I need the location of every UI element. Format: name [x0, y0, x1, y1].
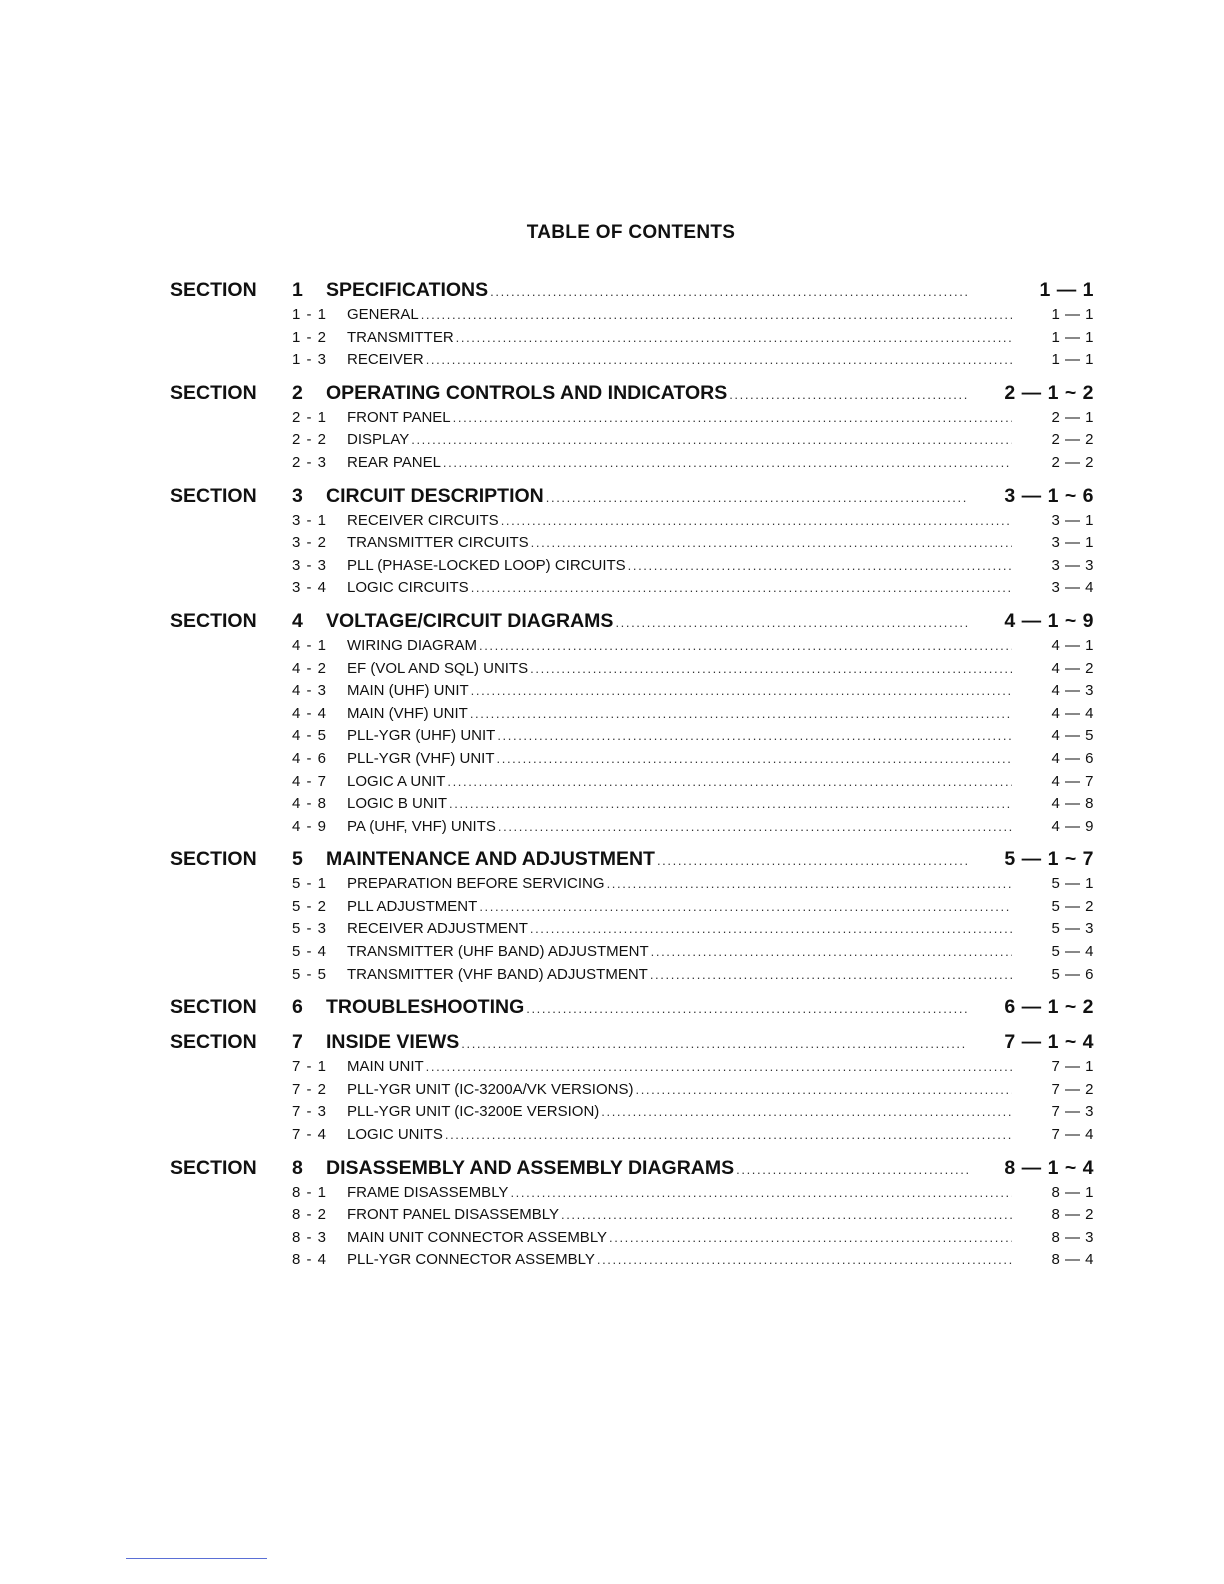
subsection-title: TRANSMITTER (VHF BAND) ADJUSTMENT [347, 965, 648, 983]
dot-leader [471, 577, 1012, 600]
subsection-title: PLL-YGR UNIT (IC-3200A/VK VERSIONS) [347, 1080, 634, 1098]
dot-leader [601, 1101, 1012, 1124]
subsection-number: 5 - 4 [292, 943, 328, 961]
subsection-number: 5 - 3 [292, 920, 328, 938]
dot-leader [443, 452, 1012, 475]
subsection-number: 1 - 1 [292, 306, 328, 323]
section-number: 2 [292, 381, 303, 404]
subsection-row[interactable] [292, 349, 1094, 372]
section-label: SECTION [170, 1031, 257, 1054]
dot-leader [471, 680, 1012, 703]
subsection-number: 8 - 4 [292, 1251, 328, 1269]
dot-leader [510, 1182, 1012, 1205]
dot-leader [461, 1030, 968, 1057]
section-number: 7 [292, 1031, 303, 1054]
section-label: SECTION [170, 279, 257, 301]
subsection-title: TRANSMITTER [347, 328, 454, 346]
subsection-page: 4 — 5 [1051, 727, 1094, 745]
subsection-title: PA (UHF, VHF) UNITS [347, 817, 496, 835]
section-number: 1 [292, 279, 303, 301]
footer-rule [126, 1558, 267, 1559]
dot-leader [526, 995, 968, 1022]
subsection-row[interactable] [292, 1204, 1094, 1227]
subsection-page: 7 — 4 [1051, 1126, 1094, 1144]
dot-leader [479, 635, 1012, 658]
section-title: CIRCUIT DESCRIPTION [326, 484, 544, 507]
section-label: SECTION [170, 996, 257, 1019]
subsection-page: 2 — 2 [1051, 431, 1094, 449]
subsection-row[interactable] [292, 510, 1094, 533]
subsection-number: 4 - 8 [292, 795, 328, 813]
subsection-page: 4 — 2 [1051, 659, 1094, 677]
subsection-page: 3 — 1 [1051, 534, 1094, 552]
subsection-page: 4 — 8 [1051, 795, 1094, 813]
subsection-row[interactable] [292, 816, 1094, 839]
subsection-row[interactable] [292, 304, 1094, 327]
subsection-page: 1 — 1 [1051, 328, 1094, 346]
subsection-title: PLL (PHASE-LOCKED LOOP) CIRCUITS [347, 556, 626, 574]
subsection-number: 2 - 2 [292, 431, 328, 449]
section-heading-row[interactable] [170, 277, 1094, 304]
subsection-row[interactable] [292, 407, 1094, 430]
section-label: SECTION [170, 381, 257, 404]
dot-leader [736, 1156, 968, 1183]
section-heading-row[interactable] [170, 1029, 1094, 1056]
section-number: 8 [292, 1156, 303, 1179]
subsection-page: 8 — 4 [1051, 1251, 1094, 1269]
subsection-row[interactable] [292, 703, 1094, 726]
dot-leader [447, 771, 1012, 794]
dot-leader [426, 1056, 1012, 1079]
subsection-title: MAIN UNIT [347, 1058, 424, 1076]
subsection-number: 4 - 5 [292, 727, 328, 745]
subsection-title: PLL ADJUSTMENT [347, 897, 478, 915]
subsection-page: 3 — 3 [1051, 556, 1094, 574]
section-page-range: 8 — 1 ~ 4 [1004, 1156, 1094, 1179]
dot-leader [530, 918, 1012, 941]
section-label: SECTION [170, 1156, 257, 1179]
subsection-title: PLL-YGR CONNECTOR ASSEMBLY [347, 1251, 595, 1269]
subsection-page: 8 — 3 [1051, 1228, 1094, 1246]
section-title: MAINTENANCE AND ADJUSTMENT [326, 848, 655, 871]
subsection-title: LOGIC A UNIT [347, 772, 446, 790]
section-number: 6 [292, 996, 303, 1019]
subsection-page: 5 — 1 [1051, 875, 1094, 893]
section-page-range: 5 — 1 ~ 7 [1004, 848, 1094, 871]
subsection-number: 4 - 7 [292, 772, 328, 790]
section-page-range: 7 — 1 ~ 4 [1004, 1031, 1094, 1054]
page-title: TABLE OF CONTENTS [526, 222, 736, 243]
subsection-title: PREPARATION BEFORE SERVICING [347, 875, 605, 893]
subsection-row[interactable] [292, 1056, 1094, 1079]
dot-leader [490, 278, 968, 305]
subsection-number: 8 - 3 [292, 1228, 328, 1246]
section-title: VOLTAGE/CIRCUIT DIAGRAMS [326, 609, 614, 632]
subsection-row[interactable] [292, 873, 1094, 896]
subsection-page: 4 — 7 [1051, 772, 1094, 790]
dot-leader [651, 941, 1012, 964]
section-block-5 [170, 846, 1094, 986]
subsection-title: FRAME DISASSEMBLY [347, 1183, 509, 1201]
dot-leader [531, 532, 1012, 555]
dot-leader [546, 484, 968, 511]
subsection-row[interactable] [292, 896, 1094, 919]
subsection-number: 7 - 2 [292, 1080, 328, 1098]
subsection-page: 4 — 1 [1051, 636, 1094, 654]
section-heading-row[interactable] [170, 380, 1094, 407]
dot-leader [729, 381, 968, 408]
subsection-page: 3 — 1 [1051, 511, 1094, 529]
subsection-title: GENERAL [347, 306, 419, 323]
dot-leader [501, 510, 1012, 533]
section-heading-row[interactable] [170, 994, 1094, 1021]
subsection-number: 4 - 1 [292, 636, 328, 654]
dot-leader [597, 1249, 1012, 1272]
subsection-number: 5 - 5 [292, 965, 328, 983]
dot-leader [530, 658, 1012, 681]
section-title: TROUBLESHOOTING [326, 996, 525, 1019]
section-heading-row[interactable] [170, 608, 1094, 635]
subsection-title: MAIN (VHF) UNIT [347, 704, 468, 722]
subsection-number: 4 - 4 [292, 704, 328, 722]
subsection-number: 2 - 3 [292, 453, 328, 471]
subsection-row[interactable] [292, 429, 1094, 452]
subsection-number: 7 - 1 [292, 1058, 328, 1076]
subsection-number: 3 - 2 [292, 534, 328, 552]
subsection-number: 4 - 2 [292, 659, 328, 677]
subsection-title: LOGIC UNITS [347, 1126, 443, 1144]
subsection-number: 8 - 1 [292, 1183, 328, 1201]
section-title: DISASSEMBLY AND ASSEMBLY DIAGRAMS [326, 1156, 735, 1179]
subsection-page: 5 — 6 [1051, 965, 1094, 983]
subsection-title: LOGIC CIRCUITS [347, 579, 469, 597]
subsection-page: 1 — 1 [1051, 351, 1094, 369]
subsection-row[interactable] [292, 771, 1094, 794]
section-label: SECTION [170, 609, 257, 632]
subsection-row[interactable] [292, 532, 1094, 555]
subsection-row[interactable] [292, 964, 1094, 987]
subsection-page: 5 — 4 [1051, 943, 1094, 961]
section-heading-row[interactable] [170, 483, 1094, 510]
subsection-page: 4 — 6 [1051, 749, 1094, 767]
subsection-title: PLL-YGR UNIT (IC-3200E VERSION) [347, 1103, 600, 1121]
dot-leader [635, 1079, 1012, 1102]
subsection-title: RECEIVER CIRCUITS [347, 511, 499, 529]
subsection-number: 2 - 1 [292, 408, 328, 426]
subsection-page: 2 — 2 [1051, 453, 1094, 471]
subsection-number: 3 - 3 [292, 556, 328, 574]
subsection-page: 7 — 3 [1051, 1103, 1094, 1121]
subsection-page: 2 — 1 [1051, 408, 1094, 426]
subsection-page: 7 — 2 [1051, 1080, 1094, 1098]
dot-leader [497, 748, 1012, 771]
subsection-row[interactable] [292, 1079, 1094, 1102]
section-title: INSIDE VIEWS [326, 1031, 460, 1054]
dot-leader [479, 896, 1012, 919]
section-number: 3 [292, 484, 303, 507]
dot-leader [561, 1204, 1012, 1227]
subsection-number: 4 - 9 [292, 817, 328, 835]
subsection-row[interactable] [292, 1124, 1094, 1147]
section-page-range: 1 — 1 [1039, 279, 1094, 301]
subsection-title: RECEIVER [347, 351, 424, 369]
section-title: SPECIFICATIONS [326, 279, 489, 301]
section-block-1 [170, 277, 1094, 372]
subsection-row[interactable] [292, 658, 1094, 681]
subsection-title: TRANSMITTER (UHF BAND) ADJUSTMENT [347, 943, 649, 961]
dot-leader [650, 964, 1012, 987]
dot-leader [456, 327, 1012, 350]
dot-leader [411, 429, 1012, 452]
subsection-title: LOGIC B UNIT [347, 795, 448, 813]
subsection-title: PLL-YGR (UHF) UNIT [347, 727, 496, 745]
subsection-number: 3 - 1 [292, 511, 328, 529]
subsection-number: 1 - 3 [292, 351, 328, 369]
subsection-title: PLL-YGR (VHF) UNIT [347, 749, 495, 767]
section-block-2 [170, 380, 1094, 475]
subsection-row[interactable] [292, 555, 1094, 578]
dot-leader [449, 793, 1012, 816]
dot-leader [615, 609, 968, 636]
section-block-7 [170, 1029, 1094, 1146]
subsection-number: 5 - 1 [292, 875, 328, 893]
subsection-page: 5 — 2 [1051, 897, 1094, 915]
dot-leader [497, 725, 1012, 748]
section-page-range: 2 — 1 ~ 2 [1004, 381, 1094, 404]
section-heading-row[interactable] [170, 1155, 1094, 1182]
subsection-row[interactable] [292, 327, 1094, 350]
subsection-page: 8 — 1 [1051, 1183, 1094, 1201]
subsection-row[interactable] [292, 918, 1094, 941]
subsection-title: FRONT PANEL [347, 408, 451, 426]
subsection-row[interactable] [292, 1182, 1094, 1205]
subsection-row[interactable] [292, 941, 1094, 964]
dot-leader [426, 349, 1012, 372]
dot-leader [609, 1227, 1012, 1250]
subsection-row[interactable] [292, 1227, 1094, 1250]
subsection-page: 1 — 1 [1051, 306, 1094, 323]
subsection-title: DISPLAY [347, 431, 410, 449]
subsection-row[interactable] [292, 793, 1094, 816]
dot-leader [445, 1124, 1012, 1147]
subsection-row[interactable] [292, 452, 1094, 475]
dot-leader [628, 555, 1012, 578]
subsection-title: REAR PANEL [347, 453, 441, 471]
subsection-number: 1 - 2 [292, 328, 328, 346]
dot-leader [607, 873, 1012, 896]
subsection-number: 3 - 4 [292, 579, 328, 597]
subsection-number: 7 - 4 [292, 1126, 328, 1144]
subsection-number: 7 - 3 [292, 1103, 328, 1121]
subsection-row[interactable] [292, 577, 1094, 600]
section-number: 5 [292, 848, 303, 871]
subsection-row[interactable] [292, 1249, 1094, 1272]
section-page-range: 6 — 1 ~ 2 [1004, 996, 1094, 1019]
subsection-page: 7 — 1 [1051, 1058, 1094, 1076]
section-page-range: 4 — 1 ~ 9 [1004, 609, 1094, 632]
subsection-number: 5 - 2 [292, 897, 328, 915]
dot-leader [498, 816, 1012, 839]
subsection-row[interactable] [292, 748, 1094, 771]
section-block-4 [170, 608, 1094, 838]
subsection-page: 3 — 4 [1051, 579, 1094, 597]
section-label: SECTION [170, 848, 257, 871]
subsection-row[interactable] [292, 635, 1094, 658]
section-page-range: 3 — 1 ~ 6 [1004, 484, 1094, 507]
dot-leader [421, 304, 1012, 327]
subsection-title: EF (VOL AND SQL) UNITS [347, 659, 529, 677]
subsection-page: 4 — 3 [1051, 682, 1094, 700]
subsection-number: 4 - 3 [292, 682, 328, 700]
subsection-number: 8 - 2 [292, 1206, 328, 1224]
subsection-page: 4 — 9 [1051, 817, 1094, 835]
dot-leader [453, 407, 1012, 430]
subsection-page: 5 — 3 [1051, 920, 1094, 938]
dot-leader [657, 847, 968, 874]
section-block-6 [170, 994, 1094, 1021]
subsection-title: FRONT PANEL DISASSEMBLY [347, 1206, 559, 1224]
subsection-row[interactable] [292, 725, 1094, 748]
dot-leader [470, 703, 1012, 726]
section-label: SECTION [170, 484, 257, 507]
section-heading-row[interactable] [170, 846, 1094, 873]
subsection-row[interactable] [292, 680, 1094, 703]
subsection-row[interactable] [292, 1101, 1094, 1124]
subsection-page: 4 — 4 [1051, 704, 1094, 722]
subsection-title: TRANSMITTER CIRCUITS [347, 534, 529, 552]
section-block-3 [170, 483, 1094, 600]
section-number: 4 [292, 609, 303, 632]
subsection-title: MAIN UNIT CONNECTOR ASSEMBLY [347, 1228, 608, 1246]
subsection-number: 4 - 6 [292, 749, 328, 767]
subsection-page: 8 — 2 [1051, 1206, 1094, 1224]
subsection-title: WIRING DIAGRAM [347, 636, 477, 654]
section-block-8 [170, 1155, 1094, 1272]
table-of-contents [170, 277, 1094, 1280]
subsection-title: MAIN (UHF) UNIT [347, 682, 469, 700]
subsection-title: RECEIVER ADJUSTMENT [347, 920, 528, 938]
section-title: OPERATING CONTROLS AND INDICATORS [326, 381, 728, 404]
